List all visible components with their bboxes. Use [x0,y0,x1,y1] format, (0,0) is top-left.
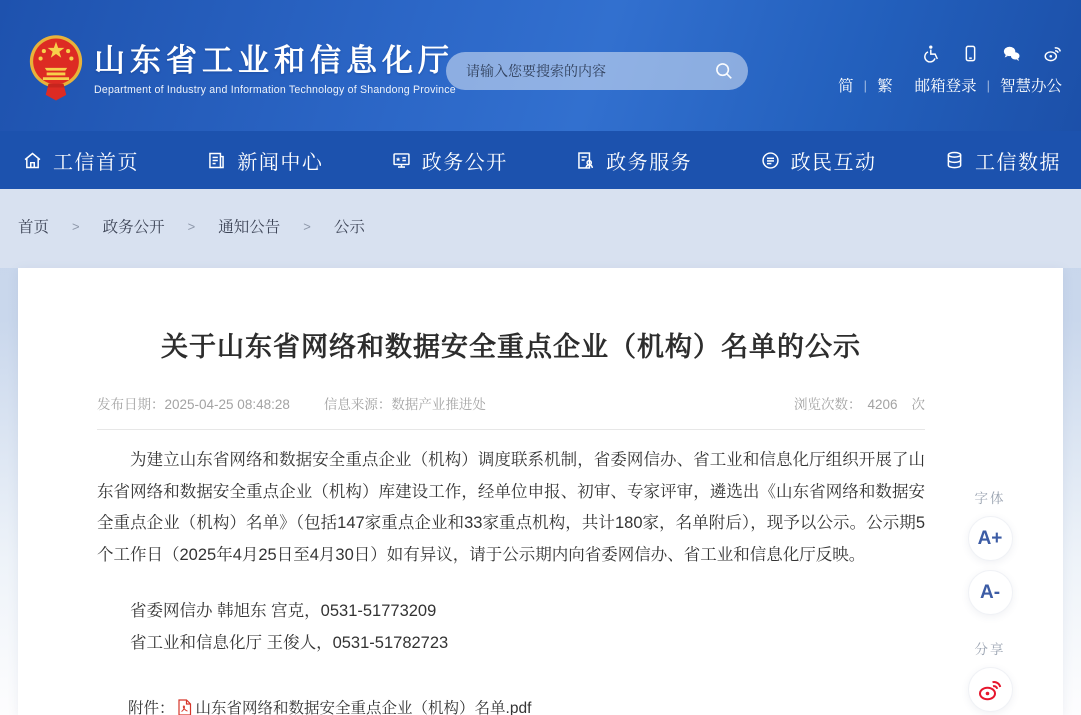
share-label: 分享 [974,642,1006,657]
contact-block [97,596,925,659]
views-label: 浏览次数： [793,397,862,412]
nav-item-label: 工信首页 [53,151,139,174]
attachment-label: 附件： [128,700,175,715]
site-header [0,0,1081,131]
smart-office-link[interactable]: 智慧办公 [999,78,1062,95]
chat-icon [760,150,781,171]
wechat-icon[interactable] [1002,44,1021,63]
separator: | [986,77,990,93]
font-increase-button[interactable]: A+ [968,516,1013,561]
article-title: 关于山东省网络和数据安全重点企业（机构）名单的公示 [161,332,861,362]
publish-date-value: 2025-04-25 08:48:28 [164,397,290,412]
main-nav [0,131,1081,189]
breadcrumb-separator: > [187,218,196,234]
site-brand [94,44,456,96]
breadcrumb-announcement[interactable]: 公示 [333,219,365,236]
national-emblem-logo [28,30,84,102]
tools-rail [961,487,1019,712]
font-decrease-button[interactable]: A- [968,570,1013,615]
breadcrumb-separator: > [72,218,80,234]
search-bar [446,52,748,90]
accessibility-icon[interactable] [920,44,939,63]
header-utility-links [838,74,1062,96]
mobile-icon[interactable] [961,44,980,63]
header-utility-icons [920,44,1062,63]
breadcrumb [18,215,365,237]
pdf-icon [177,699,192,715]
nav-item-gov-info[interactable] [391,146,508,175]
attachment-row [97,696,925,715]
views-unit: 次 [911,397,925,412]
contact-line: 省工业和信息化厅 王俊人，0531-51782723 [130,633,449,652]
mail-login-link[interactable]: 邮箱登录 [914,78,977,95]
article-meta [97,393,925,413]
nav-item-gov-service[interactable] [575,146,692,175]
lang-traditional-link[interactable]: 繁 [877,78,893,95]
contact-line: 省委网信办 韩旭东 宫克，0531-51773209 [130,602,437,620]
article-paragraph: 为建立山东省网络和数据安全重点企业（机构）调度联系机制，省委网信办、省工业和信息化厅组织开展了山东省网络和数据安全重点企业（机构）库建设工作，经单位申报、初审、专家评审，遴选出《山东省网络和数据安全重点企业（机构）名单》（包括147家重点企业和33家重点机构，共计180家，名单附后），现予以公示。公示期5个工作日（2025年4月25日至4月30日）如有异议，请于公示期内向省委网信办、省工业和信息化厅反映。 [97,451,925,564]
weibo-icon [977,677,1003,703]
source-label: 信息来源： [323,397,392,412]
breadcrumb-gov-info[interactable]: 政务公开 [102,219,165,236]
nav-item-label: 政务公开 [421,151,508,174]
database-icon [944,150,965,171]
search-icon[interactable] [714,61,734,81]
weibo-share-button[interactable] [968,667,1013,712]
article-card [18,268,1063,715]
source-value: 数据产业推进处 [391,397,486,412]
breadcrumb-notices[interactable]: 通知公告 [218,219,281,236]
views-count: 4206 [867,397,898,412]
site-subtitle: Department of Industry and Information Technology of Shandong Province [94,84,456,96]
weibo-icon[interactable] [1043,44,1062,63]
nav-item-data[interactable] [944,146,1061,175]
breadcrumb-home[interactable]: 首页 [18,219,50,236]
font-size-label: 字体 [974,491,1006,506]
nav-item-label: 工信数据 [974,151,1061,174]
meta-divider [97,429,925,430]
breadcrumb-separator: > [303,218,311,234]
news-icon [206,150,227,171]
attachment-link[interactable]: 山东省网络和数据安全重点企业（机构）名单.pdf [195,700,532,715]
nav-item-home[interactable] [22,146,139,175]
monitor-icon [391,150,412,171]
nav-item-news[interactable] [206,146,323,175]
site-title: 山东省工业和信息化厅 [94,43,454,78]
search-input[interactable] [466,63,714,79]
service-icon [575,150,596,171]
nav-item-label: 政务服务 [606,151,693,174]
nav-item-label: 政民互动 [790,151,877,174]
nav-item-interaction[interactable] [760,146,877,175]
publish-date-label: 发布日期： [97,397,165,412]
separator: | [863,77,868,93]
nav-item-label: 新闻中心 [237,151,324,174]
home-icon [22,150,43,171]
lang-simplified-link[interactable]: 简 [838,78,854,95]
breadcrumb-band [0,189,1081,268]
